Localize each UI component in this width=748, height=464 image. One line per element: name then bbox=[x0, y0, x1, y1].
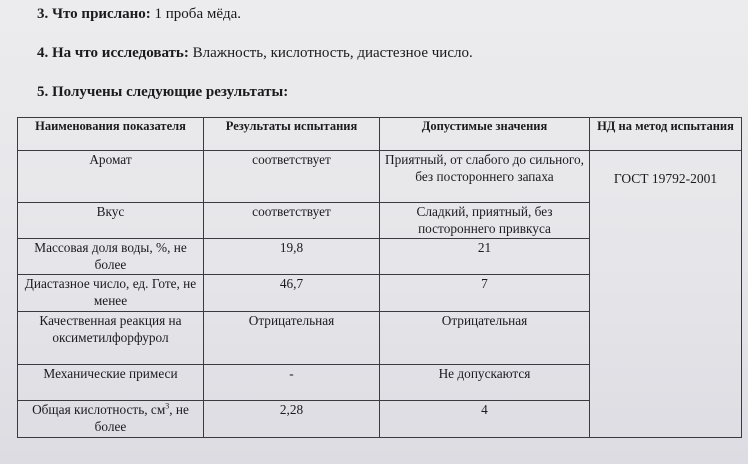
row-name: Массовая доля воды, %, не более bbox=[18, 239, 204, 275]
section-3-line bbox=[37, 6, 241, 23]
section-4-label: 4. На что исследовать: bbox=[37, 45, 189, 61]
row-name bbox=[18, 401, 204, 438]
row-name: Качественная реакция на оксиметилфорфурол bbox=[18, 312, 204, 365]
results-table bbox=[17, 117, 742, 438]
row-result: - bbox=[204, 365, 380, 401]
header-allowed: Допустимые значения bbox=[380, 118, 590, 151]
row-allowed: Не допускаются bbox=[380, 365, 590, 401]
section-3-label: 3. Что прислано: bbox=[37, 6, 151, 22]
row-name-suffix: , не более bbox=[94, 402, 189, 435]
table-header-row bbox=[18, 118, 742, 151]
row-name: Аромат bbox=[18, 151, 204, 203]
section-5-line bbox=[37, 84, 288, 101]
row-name: Механические примеси bbox=[18, 365, 204, 401]
row-result: 46,7 bbox=[204, 275, 380, 312]
row-name: Диастазное число, ед. Готе, не менее bbox=[18, 275, 204, 312]
row-result: 2,28 bbox=[204, 401, 380, 438]
row-name: Вкус bbox=[18, 203, 204, 239]
row-result: соответствует bbox=[204, 151, 380, 203]
header-method: НД на метод испытания bbox=[590, 118, 742, 151]
row-result: соответствует bbox=[204, 203, 380, 239]
row-allowed: Приятный, от слабого до сильного, без постороннего запаха bbox=[380, 151, 590, 203]
row-allowed: 4 bbox=[380, 401, 590, 438]
header-result: Результаты испытания bbox=[204, 118, 380, 151]
row-result: Отрицательная bbox=[204, 312, 380, 365]
table-row bbox=[18, 151, 742, 203]
row-allowed: 7 bbox=[380, 275, 590, 312]
row-name-superscript: 3 bbox=[165, 402, 170, 412]
section-3-value: 1 проба мёда. bbox=[154, 6, 242, 22]
section-4-line bbox=[37, 45, 473, 62]
row-allowed: Сладкий, приятный, без постороннего привкуса bbox=[380, 203, 590, 239]
method-cell: ГОСТ 19792-2001 bbox=[590, 151, 742, 438]
header-indicator: Наименования показателя bbox=[18, 118, 204, 151]
section-4-value: Влажность, кислотность, диастезное число. bbox=[192, 45, 473, 61]
section-5-label: 5. Получены следующие результаты: bbox=[37, 84, 289, 100]
row-name-text: Общая кислотность, см bbox=[32, 402, 166, 418]
row-allowed: Отрицательная bbox=[380, 312, 590, 365]
row-result: 19,8 bbox=[204, 239, 380, 275]
row-allowed: 21 bbox=[380, 239, 590, 275]
